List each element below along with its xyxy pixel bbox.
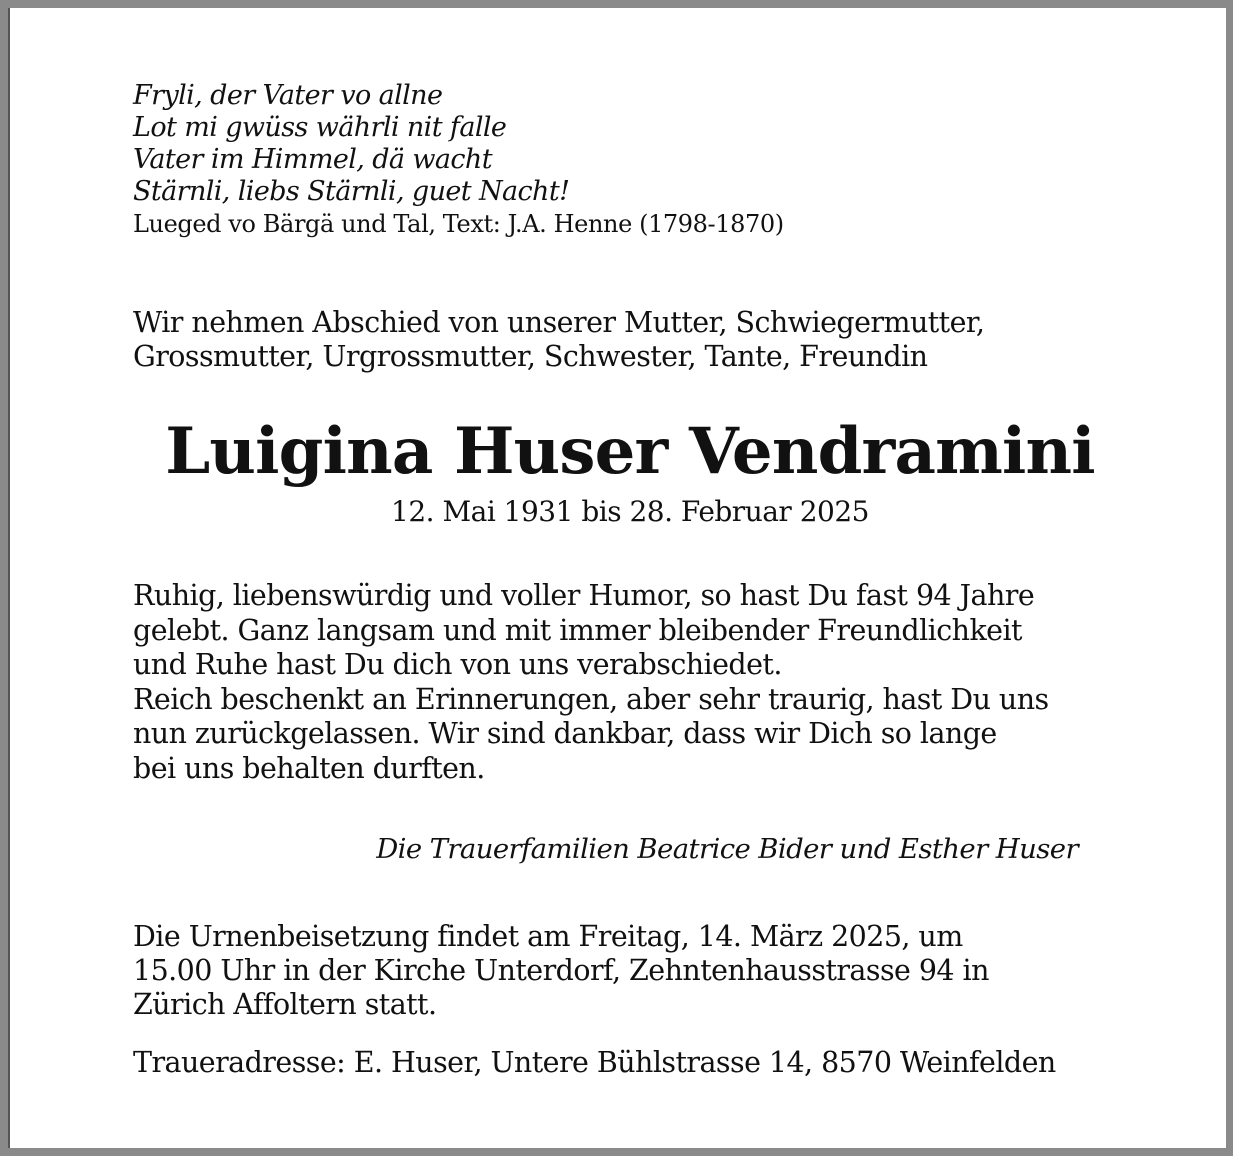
intro-line: Wir nehmen Abschied von unserer Mutter, Schwiegermutter,: [133, 306, 985, 339]
ceremony-line: 15.00 Uhr in der Kirche Unterdorf, Zehntenhausstrasse 94 in: [133, 954, 989, 987]
mourning-address: Traueradresse: E. Huser, Untere Bühlstrasse 14, 8570 Weinfelden: [133, 1046, 1056, 1079]
intro-line: Grossmutter, Urgrossmutter, Schwester, Tante, Freundin: [133, 340, 928, 373]
ceremony-line: Zürich Affoltern statt.: [133, 988, 437, 1021]
poem-line: Fryli, der Vater vo allne: [133, 80, 443, 111]
tribute-line: und Ruhe hast Du dich von uns verabschiedet.: [133, 648, 782, 681]
tribute-line: bei uns behalten durften.: [133, 752, 485, 785]
deceased-name: Luigina Huser Vendramini: [165, 414, 1095, 489]
tribute-line: nun zurückgelassen. Wir sind dankbar, dass wir Dich so lange: [133, 717, 997, 750]
poem-line: Lot mi gwüss währli nit falle: [133, 112, 507, 143]
family-signature: Die Trauerfamilien Beatrice Bider und Esther Huser: [376, 833, 1078, 865]
obituary-page: [8, 8, 1226, 1148]
ceremony-line: Die Urnenbeisetzung findet am Freitag, 14. März 2025, um: [133, 920, 963, 953]
poem-credit: Lueged vo Bärgä und Tal, Text: J.A. Henne (1798-1870): [133, 210, 784, 238]
life-dates: 12. Mai 1931 bis 28. Februar 2025: [391, 495, 869, 528]
tribute-line: Reich beschenkt an Erinnerungen, aber sehr traurig, hast Du uns: [133, 683, 1049, 716]
tribute-line: Ruhig, liebenswürdig und voller Humor, so hast Du fast 94 Jahre: [133, 579, 1035, 612]
poem-line: Vater im Himmel, dä wacht: [133, 144, 492, 175]
tribute-line: gelebt. Ganz langsam und mit immer bleibender Freundlichkeit: [133, 614, 1022, 647]
poem-line: Stärnli, liebs Stärnli, guet Nacht!: [133, 176, 570, 207]
